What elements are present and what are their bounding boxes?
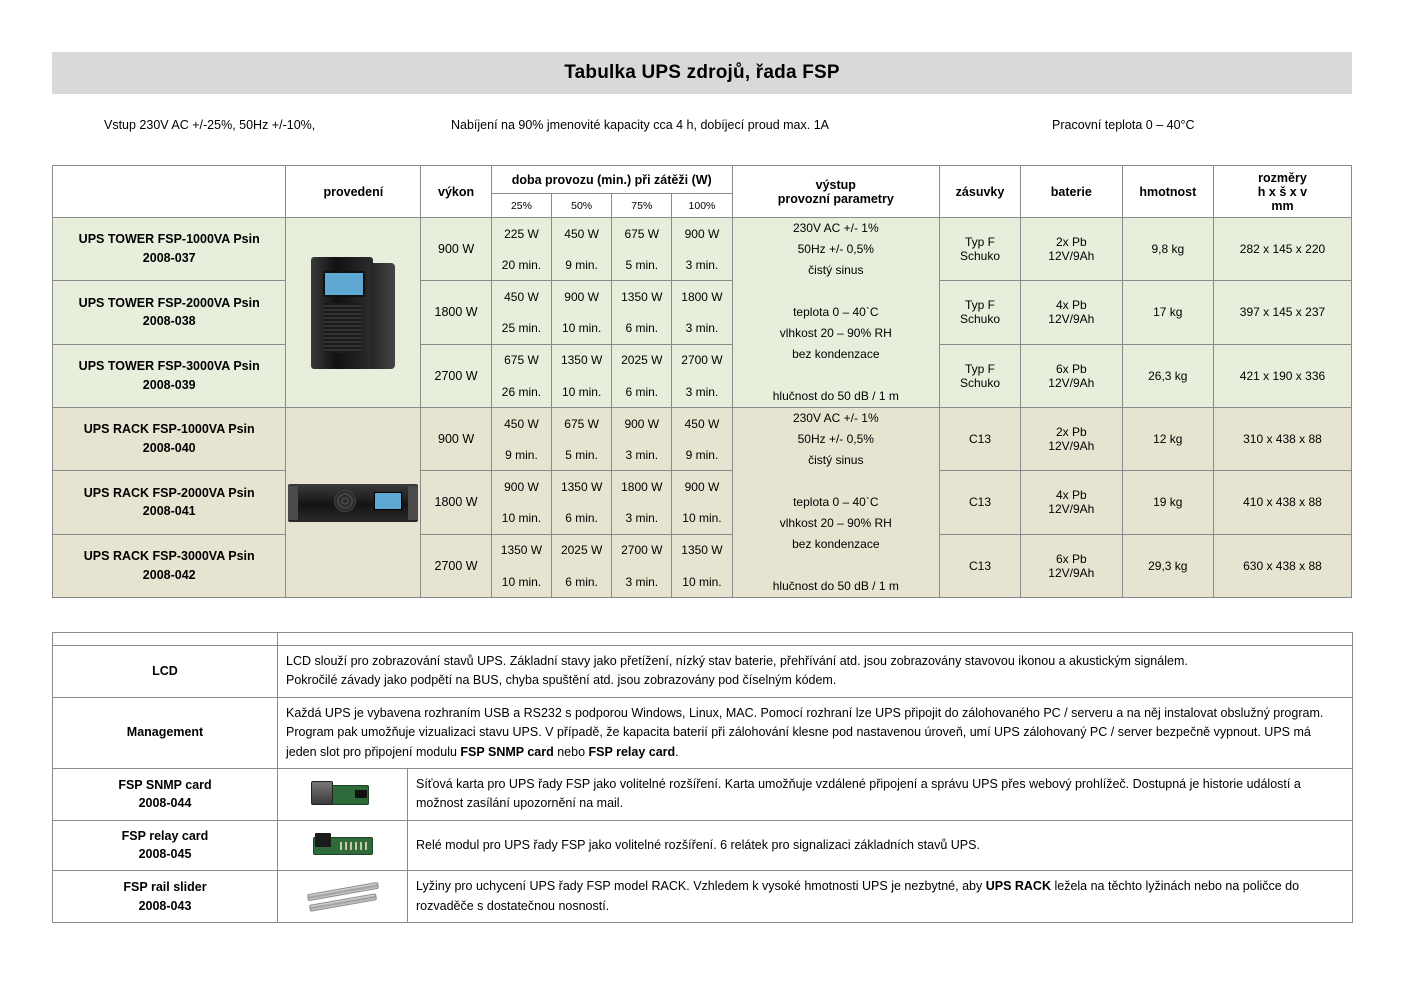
header-rozmery-line1: rozměry (1258, 170, 1307, 185)
zasuvky-cell (940, 218, 1021, 281)
output-line-7: hlučnost do 50 dB / 1 m (772, 579, 899, 593)
output-line-blank-2 (733, 555, 940, 576)
ups-features-table (52, 632, 1353, 923)
management-label: Management (53, 697, 278, 768)
output-line-7: hlučnost do 50 dB / 1 m (772, 389, 899, 403)
ups-rack-photo (286, 408, 421, 598)
rozmery-value: 310 x 438 x 88 (1213, 408, 1351, 471)
min-50: 9 min. (552, 249, 612, 281)
document-title-banner (52, 52, 1352, 94)
header-load-50: 50% (552, 194, 612, 218)
zasuvky-cell: C13 (940, 471, 1021, 535)
min-75: 6 min. (612, 313, 672, 345)
snmp-label-line2: 2008-044 (138, 796, 192, 811)
baterie-line2: 12V/9Ah (1048, 312, 1095, 327)
baterie-line1: 4x Pb (1055, 488, 1087, 503)
min-50: 10 min. (552, 313, 612, 345)
output-line-1: 230V AC +/- 1% (792, 221, 879, 235)
table-row (53, 218, 1352, 250)
baterie-cell (1020, 534, 1122, 598)
header-vykon: výkon (421, 166, 492, 218)
min-50: 5 min. (552, 439, 612, 471)
baterie-cell (1020, 281, 1122, 345)
management-bold-relay: FSP relay card (588, 744, 676, 759)
output-line-1: 230V AC +/- 1% (792, 411, 879, 425)
table-row (53, 344, 1352, 376)
min-75: 3 min. (612, 566, 672, 598)
watt-25: 450 W (491, 408, 551, 440)
zasuvky-line1: Typ F (965, 235, 996, 249)
header-load-75: 75% (612, 194, 672, 218)
min-75: 3 min. (612, 503, 672, 535)
info-row-lcd (53, 646, 1353, 698)
subtitle-temperature: Pracovní teplota 0 – 40°C (1052, 118, 1195, 132)
min-75: 6 min. (612, 376, 672, 408)
min-50: 6 min. (552, 503, 612, 535)
watt-25: 675 W (491, 344, 551, 376)
model-name: UPS RACK FSP-2000VA Psin (83, 485, 255, 500)
info-row-management (53, 697, 1353, 768)
info-row-relay (53, 820, 1353, 871)
watt-75: 900 W (612, 408, 672, 440)
model-cell (53, 534, 286, 598)
hmotnost-value: 12 kg (1122, 408, 1213, 471)
baterie-line1: 4x Pb (1055, 298, 1087, 313)
watt-25: 900 W (491, 471, 551, 503)
min-100: 10 min. (672, 566, 732, 598)
model-code: 2008-042 (142, 567, 196, 582)
model-name: UPS TOWER FSP-3000VA Psin (78, 359, 260, 373)
baterie-line2: 12V/9Ah (1048, 439, 1095, 453)
model-name: UPS TOWER FSP-2000VA Psin (78, 295, 260, 310)
output-line-blank-1 (733, 471, 940, 492)
hmotnost-value: 9,8 kg (1122, 218, 1213, 281)
rail-text-part1: Lyžiny pro uchycení UPS řady FSP model RACK. Vzhledem k vysoké hmotnosti UPS je nezbytné, aby (416, 879, 986, 894)
hmotnost-value: 19 kg (1122, 471, 1213, 535)
min-25: 26 min. (491, 376, 551, 408)
spacer-row (53, 633, 1353, 646)
watt-25: 450 W (491, 281, 551, 313)
baterie-line1: 6x Pb (1055, 361, 1087, 376)
hmotnost-value: 17 kg (1122, 281, 1213, 345)
relay-label (53, 820, 278, 871)
model-code: 2008-037 (142, 251, 196, 265)
zasuvky-cell: C13 (940, 408, 1021, 471)
header-hmotnost: hmotnost (1122, 166, 1213, 218)
zasuvky-line1: Typ F (965, 361, 996, 376)
min-75: 5 min. (612, 249, 672, 281)
model-code: 2008-041 (142, 504, 196, 519)
baterie-line2: 12V/9Ah (1048, 249, 1095, 263)
table-row (53, 471, 1352, 503)
table-row (53, 408, 1352, 440)
min-75: 3 min. (612, 439, 672, 471)
watt-50: 675 W (552, 408, 612, 440)
watt-50: 1350 W (552, 471, 612, 503)
spacer-left (53, 633, 278, 646)
rail-text-part2: ležela na těchto lyžinách nebo na poličce do rozvaděče s dostatečnou nosností. (416, 879, 1300, 913)
output-line-2: 50Hz +/- 0,5% (797, 432, 874, 446)
min-25: 10 min. (491, 503, 551, 535)
baterie-line2: 12V/9Ah (1048, 565, 1095, 580)
baterie-cell (1020, 471, 1122, 535)
rozmery-value: 397 x 145 x 237 (1213, 281, 1351, 345)
snmp-card-photo (278, 768, 408, 820)
header-vystup-line1: výstup (815, 177, 856, 192)
zasuvky-line2: Schuko (959, 375, 1001, 390)
rozmery-value: 630 x 438 x 88 (1213, 534, 1351, 598)
min-50: 10 min. (552, 376, 612, 408)
min-50: 6 min. (552, 566, 612, 598)
min-100: 10 min. (672, 503, 732, 535)
zasuvky-line1: Typ F (965, 298, 996, 313)
watt-25: 225 W (491, 218, 551, 250)
rail-label (53, 871, 278, 923)
model-name: UPS RACK FSP-1000VA Psin (83, 422, 255, 437)
header-vystup (732, 166, 940, 218)
output-line-5: vlhkost 20 – 90% RH (779, 326, 892, 340)
min-25: 25 min. (491, 313, 551, 345)
output-line-2: 50Hz +/- 0,5% (797, 242, 874, 256)
min-100: 3 min. (672, 313, 732, 345)
subtitle-charging: Nabíjení na 90% jmenovité kapacity cca 4 h, dobíjecí proud max. 1A (451, 118, 829, 132)
lcd-description (278, 646, 1353, 698)
zasuvky-cell (940, 344, 1021, 408)
model-name: UPS RACK FSP-3000VA Psin (83, 549, 255, 563)
zasuvky-line2: Schuko (959, 312, 1001, 327)
output-parameters-cell (732, 218, 940, 408)
baterie-cell (1020, 408, 1122, 471)
relay-label-line1: FSP relay card (121, 828, 209, 843)
watt-75: 1350 W (612, 281, 672, 313)
model-cell (53, 471, 286, 535)
output-line-6: bez kondenzace (792, 537, 880, 551)
watt-100: 450 W (672, 408, 732, 440)
watt-100: 900 W (672, 218, 732, 250)
vykon-value: 2700 W (421, 344, 492, 408)
relay-card-photo (278, 820, 408, 871)
header-load-25: 25% (491, 194, 551, 218)
header-rozmery (1213, 166, 1351, 218)
rozmery-value: 421 x 190 x 336 (1213, 344, 1351, 408)
table-row (53, 281, 1352, 313)
rozmery-value: 410 x 438 x 88 (1213, 471, 1351, 535)
min-25: 10 min. (491, 566, 551, 598)
header-vystup-line2: provozní parametry (777, 191, 894, 206)
watt-100: 1350 W (672, 534, 732, 566)
snmp-description: Síťová karta pro UPS řady FSP jako volitelné rozšíření. Karta umožňuje vzdálené připojení a správu UPS přes webový prohlížeč. Dostupná je historie událostí a možnost zasílání upozornění na mail. (408, 768, 1353, 820)
model-code: 2008-040 (142, 441, 196, 455)
output-line-blank-1 (733, 281, 940, 302)
output-line-3: čistý sinus (808, 453, 864, 467)
output-line-3: čistý sinus (808, 263, 864, 277)
lcd-label: LCD (53, 646, 278, 698)
vykon-value: 900 W (421, 408, 492, 471)
info-row-rail (53, 871, 1353, 923)
watt-50: 1350 W (552, 344, 612, 376)
header-doba-provozu: doba provozu (min.) při zátěži (W) (491, 166, 732, 194)
min-25: 20 min. (491, 249, 551, 281)
rail-slider-photo (278, 871, 408, 923)
zasuvky-cell (940, 281, 1021, 345)
output-line-blank-2 (733, 365, 940, 386)
header-blank (53, 166, 286, 218)
snmp-label (53, 768, 278, 820)
model-cell (53, 344, 286, 408)
baterie-line2: 12V/9Ah (1048, 375, 1095, 390)
relay-label-line2: 2008-045 (138, 847, 192, 862)
header-baterie: baterie (1020, 166, 1122, 218)
management-description (278, 697, 1353, 768)
rail-label-line1: FSP rail slider (123, 879, 207, 894)
watt-75: 675 W (612, 218, 672, 250)
baterie-cell (1020, 218, 1122, 281)
vykon-value: 1800 W (421, 281, 492, 345)
model-name: UPS TOWER FSP-1000VA Psin (78, 232, 260, 247)
rail-bold-upsrack: UPS RACK (985, 879, 1051, 894)
baterie-cell (1020, 344, 1122, 408)
relay-description: Relé modul pro UPS řady FSP jako volitelné rozšíření. 6 relátek pro signalizaci základních stavů UPS. (408, 820, 1353, 871)
output-parameters-cell (732, 408, 940, 598)
info-row-snmp (53, 768, 1353, 820)
watt-50: 2025 W (552, 534, 612, 566)
model-code: 2008-039 (142, 377, 196, 392)
snmp-label-line1: FSP SNMP card (118, 777, 212, 792)
watt-50: 450 W (552, 218, 612, 250)
vykon-value: 900 W (421, 218, 492, 281)
watt-100: 1800 W (672, 281, 732, 313)
hmotnost-value: 26,3 kg (1122, 344, 1213, 408)
model-cell (53, 281, 286, 345)
watt-100: 2700 W (672, 344, 732, 376)
min-100: 3 min. (672, 376, 732, 408)
vykon-value: 1800 W (421, 471, 492, 535)
header-rozmery-line2: h x š x v (1257, 184, 1308, 199)
lcd-text-line2: Pokročilé závady jako podpětí na BUS, chyba spuštění atd. jsou zobrazovány pod číselným kódem. (286, 673, 837, 688)
subtitle-input: Vstup 230V AC +/-25%, 50Hz +/-10%, (104, 118, 316, 132)
min-100: 9 min. (672, 439, 732, 471)
zasuvky-line2: Schuko (959, 249, 1001, 263)
rail-description (408, 871, 1353, 923)
hmotnost-value: 29,3 kg (1122, 534, 1213, 598)
management-bold-snmp: FSP SNMP card (460, 744, 554, 759)
watt-75: 2025 W (612, 344, 672, 376)
rozmery-value: 282 x 145 x 220 (1213, 218, 1351, 281)
baterie-line2: 12V/9Ah (1048, 502, 1095, 517)
output-line-4: teplota 0 – 40`C (793, 305, 879, 319)
baterie-line1: 2x Pb (1055, 235, 1087, 249)
ups-specification-table (52, 165, 1352, 598)
header-zasuvky: zásuvky (940, 166, 1021, 218)
spacer-right (278, 633, 1353, 646)
watt-50: 900 W (552, 281, 612, 313)
management-text-part3: . (675, 744, 679, 759)
min-100: 3 min. (672, 249, 732, 281)
output-line-4: teplota 0 – 40`C (793, 495, 879, 509)
header-rozmery-line3: mm (1271, 198, 1294, 213)
model-cell (53, 218, 286, 281)
baterie-line1: 2x Pb (1055, 425, 1087, 439)
rail-label-line2: 2008-043 (138, 898, 192, 913)
watt-25: 1350 W (491, 534, 551, 566)
ups-tower-photo (286, 218, 421, 408)
header-provedeni: provedení (286, 166, 421, 218)
zasuvky-cell: C13 (940, 534, 1021, 598)
vykon-value: 2700 W (421, 534, 492, 598)
watt-100: 900 W (672, 471, 732, 503)
output-line-5: vlhkost 20 – 90% RH (779, 516, 892, 530)
model-cell (53, 408, 286, 471)
min-25: 9 min. (491, 439, 551, 471)
subtitle-row (52, 118, 1352, 138)
page-title: Tabulka UPS zdrojů, řada FSP (564, 62, 840, 83)
watt-75: 1800 W (612, 471, 672, 503)
lcd-text-line1: LCD slouží pro zobrazování stavů UPS. Základní stavy jako přetížení, nízký stav baterie, přehřívání atd. jsou zobrazovány stavovou ikonou a akustickým signálem. (286, 654, 1188, 668)
management-text-part1: Každá UPS je vybavena rozhraním USB a RS232 s podporou Windows, Linux, MAC. Pomocí rozhraní lze UPS připojit do zálohovaného PC / serveru a na něj instalovat obslužný program. Program pak umožňuje vizualizaci stavu UPS. V případě, že kapacita baterií při zálohování klesne pod nastavenou úroveň, umí UPS zálohovaný PC / server bezpečně vypnout. UPS má jeden slot pro připojení modulu (286, 705, 1324, 759)
table-row (53, 534, 1352, 566)
baterie-line1: 6x Pb (1055, 551, 1087, 566)
header-load-100: 100% (672, 194, 732, 218)
management-text-part2: nebo (553, 744, 589, 759)
watt-75: 2700 W (612, 534, 672, 566)
model-code: 2008-038 (142, 314, 196, 329)
output-line-6: bez kondenzace (792, 347, 880, 361)
